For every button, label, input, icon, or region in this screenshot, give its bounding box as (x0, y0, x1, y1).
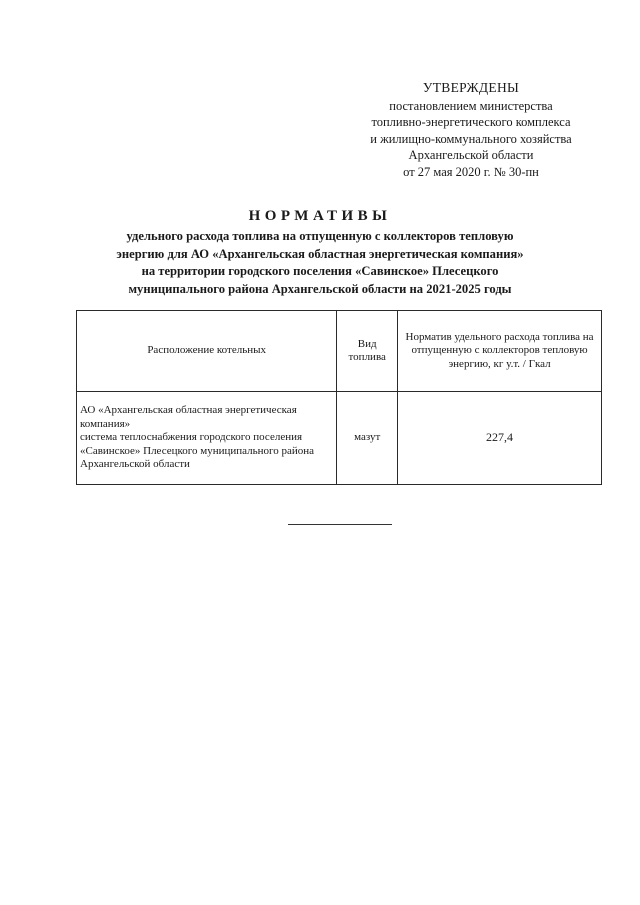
location-company: АО «Архангельская областная энергетическая компания» (80, 404, 297, 430)
approval-line: постановлением министерства (389, 98, 553, 113)
table-header-row (77, 311, 602, 392)
approval-line: топливно-энергетического комплекса (371, 115, 571, 129)
subtitle-line: энергию для АО «Архангельская областная энергетическая компания» (116, 246, 524, 261)
header-norm: Норматив удельного расхода топлива на отпущенную с коллекторов тепловую энергию, кг у.т. / Гкал (398, 311, 602, 392)
approval-date-line: от 27 мая 2020 г. № 30-пн (403, 164, 539, 179)
document-title-block (60, 208, 580, 298)
subtitle-line: муниципального района Архангельской области на 2021-2025 годы (128, 281, 512, 296)
approval-block (330, 80, 612, 180)
table-row (77, 392, 602, 485)
header-location: Расположение котельных (77, 311, 337, 392)
cell-fuel-type: мазут (337, 392, 398, 485)
cell-location (77, 392, 337, 485)
cell-norm-value: 227,4 (398, 392, 602, 485)
approval-line: Архангельской области (408, 148, 534, 162)
subtitle-line: на территории городского поселения «Савинское» Плесецкого (141, 264, 499, 278)
approval-line: и жилищно-коммунального хозяйства (370, 131, 572, 146)
document-subtitle (60, 228, 580, 298)
header-fuel-type: Вид топлива (337, 311, 398, 392)
closing-divider (288, 524, 392, 525)
location-system: система теплоснабжения городского поселения «Савинское» Плесецкого муниципального района Архангельской области (80, 431, 315, 471)
approval-stamp-title: УТВЕРЖДЕНЫ (422, 80, 520, 95)
subtitle-line: удельного расхода топлива на отпущенную с коллекторов тепловую (126, 229, 514, 243)
norms-table (76, 310, 602, 485)
document-heading: НОРМАТИВЫ (248, 208, 392, 224)
